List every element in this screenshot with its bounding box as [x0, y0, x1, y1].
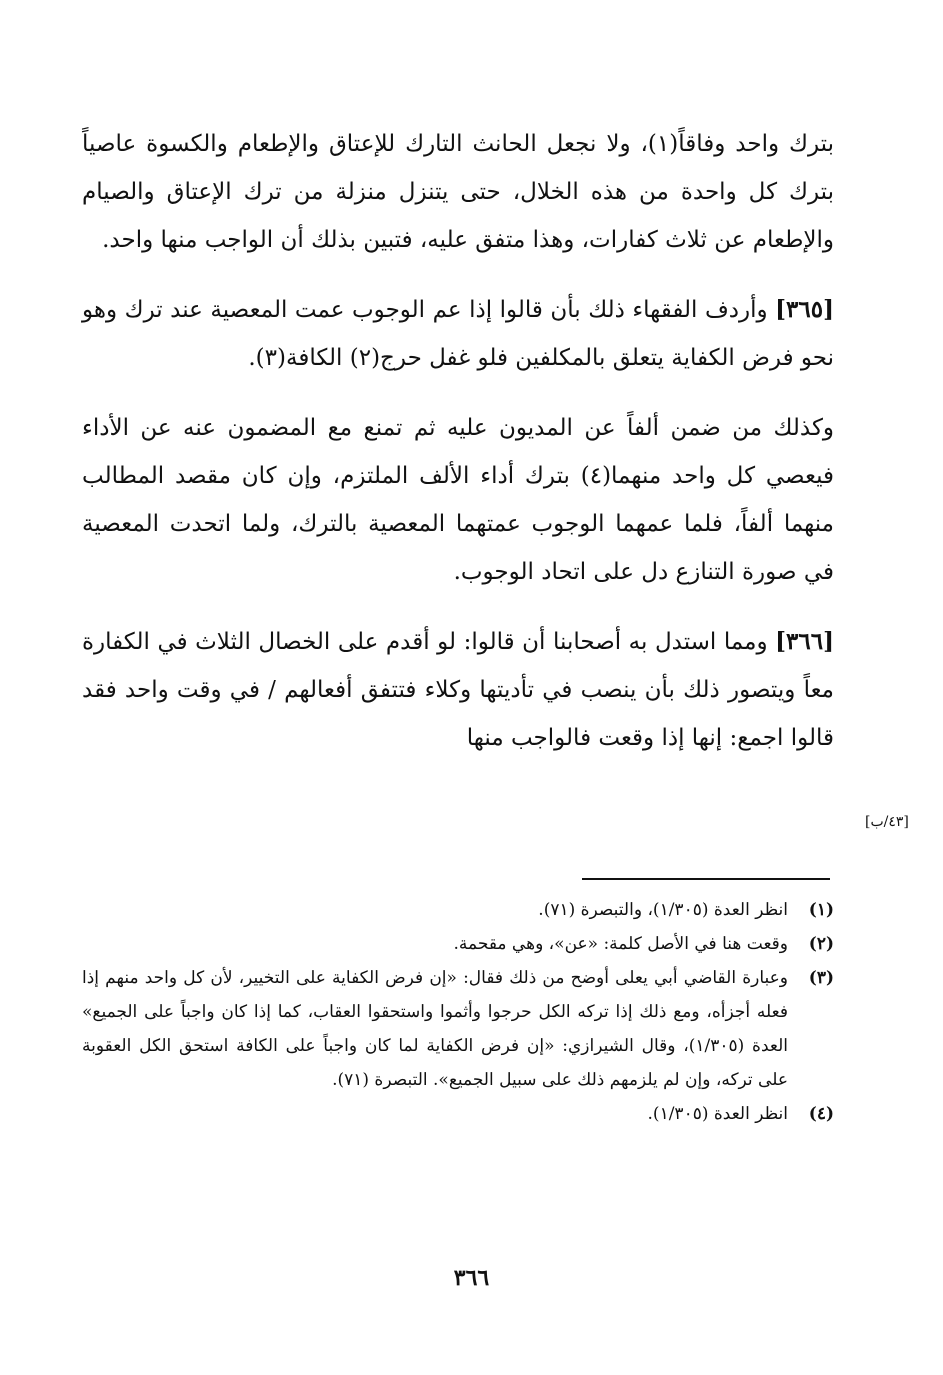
- paragraph-3: [82, 404, 834, 596]
- footnote-4: [82, 1097, 834, 1131]
- footnotes-block: [82, 893, 834, 1131]
- footnote-text: انظر العدة (١/٣٠٥)، والتبصرة (٧١).: [538, 900, 788, 920]
- paragraph-text: وكذلك من ضمن ألفاً عن المديون عليه ثم تمنع مع المضمون عنه عن الأداء فيعصي كل واحد منهما(٤) بترك أداء الألف الملتزم، وإن كان مقصد المطالب منهما ألفاً، فلما عمهما الوجوب عمتهما المعصية بالترك، ولما اتحدت المعصية في صورة التنازع دل على اتحاد الوجوب.: [82, 415, 834, 585]
- paragraph-365: [82, 286, 834, 382]
- footnote-number: (١): [808, 900, 834, 920]
- footnote-3: [82, 961, 834, 1097]
- footnote-text: وقعت هنا في الأصل كلمة: «عن»، وهي مقحمة.: [453, 934, 788, 954]
- footnote-1: [82, 893, 834, 927]
- paragraph-text: ومما استدل به أصحابنا أن قالوا: لو أقدم على الخصال الثلاث في الكفارة معاً ويتصور ذلك بأن ينصب في تأديتها وكلاء فتتفق أفعالهم / في وقت واحد فقد قالوا اجمع: إنها إذا وقعت فالواجب منها: [82, 629, 834, 751]
- footnote-number: (٢): [808, 934, 834, 954]
- footnote-2: [82, 927, 834, 961]
- paragraph-1: [82, 120, 834, 264]
- page-number: ٣٦٦: [453, 1265, 490, 1291]
- paragraph-text: بترك واحد وفاقاً(١)، ولا نجعل الحانث التارك للإعتاق والإطعام والكسوة عاصياً بترك كل واحدة من هذه الخلال، حتى يتنزل منزلة من ترك الإعتاق والصيام والإطعام عن ثلاث كفارات، وهذا متفق عليه، فتبين بذلك أن الواجب منها واحد.: [82, 131, 834, 253]
- footnote-text: انظر العدة (١/٣٠٥).: [647, 1104, 788, 1124]
- main-text-block: [82, 120, 834, 784]
- footnote-number: (٣): [808, 968, 834, 988]
- manuscript-folio-reference: [٤٣/ب]: [865, 814, 909, 830]
- paragraph-366: [82, 618, 834, 762]
- paragraph-number: [٣٦٦]: [775, 628, 834, 655]
- paragraph-text: وأردف الفقهاء ذلك بأن قالوا إذا عم الوجوب عمت المعصية عند ترك وهو نحو فرض الكفاية يتعلق بالمكلفين فلو غفل حرج(٢) الكافة(٣).: [82, 297, 834, 371]
- paragraph-number: [٣٦٥]: [775, 296, 834, 323]
- footnote-number: (٤): [808, 1104, 834, 1124]
- footnote-text: وعبارة القاضي أبي يعلى أوضح من ذلك فقال: «إن فرض الكفاية على التخيير، لأن كل واحد منهم إذا فعله أجزأه، ومع ذلك إذا تركه الكل حرجوا وأثموا واستحقوا العقاب، كما إذا كان واجباً على الجميع» العدة (١/٣٠٥)، وقال الشيرازي: «إن فرض الكفاية لما كان واجباً على الكافة استحق الكل العقوبة على تركه، وإن لم يلزمهم ذلك على سبيل الجميع». التبصرة (٧١).: [82, 968, 788, 1090]
- footnote-separator: [582, 878, 830, 880]
